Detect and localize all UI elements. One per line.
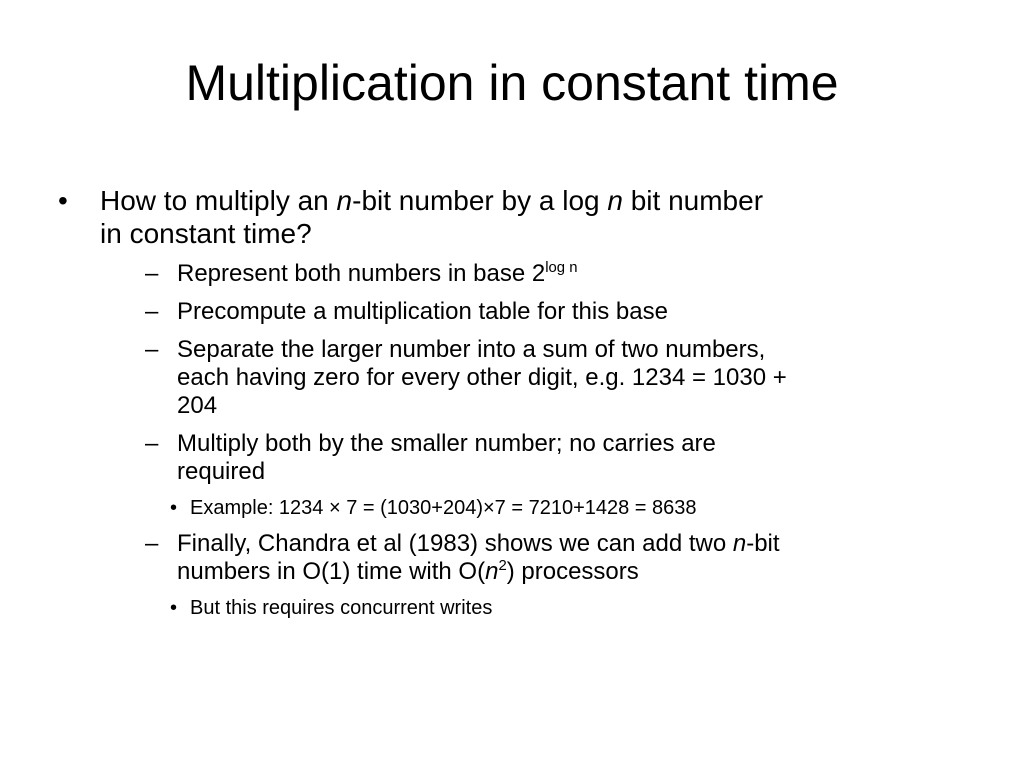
sub-bullet-finally-italic-1: n [732, 530, 747, 557]
sub-sub-bullet-example [170, 496, 978, 520]
sub-bullet-finally-line-1 [177, 530, 978, 558]
sub-bullet-represent [145, 260, 978, 288]
sub-bullet-represent-line [177, 260, 978, 288]
sub-bullet-represent-sup: log n [545, 260, 578, 276]
sub-bullet-finally-text-1: Finally, Chandra et al (1983) shows we can add two [177, 530, 733, 557]
sub-bullet-finally-text-3: numbers in O(1) time with O( [177, 558, 486, 585]
bullet-main-line-2: in constant time? [100, 218, 312, 249]
sub-bullet-multiply-line-2: required [177, 458, 266, 485]
sub-bullet-separate [145, 336, 978, 420]
bullet-main-text-2: -bit number by a log [352, 185, 608, 216]
bullet-marker-small: • [170, 597, 178, 619]
sub-bullet-finally-italic-2: n [485, 558, 499, 585]
dash-marker: – [145, 298, 159, 325]
sub-bullet-multiply-line-1: Multiply both by the smaller number; no carries are [177, 430, 716, 457]
sub-bullet-separate-line-1: Separate the larger number into a sum of two numbers, [177, 336, 766, 363]
sub-sub-bullet-note [170, 596, 978, 620]
dash-marker: – [145, 530, 159, 557]
sub-bullet-represent-text: Represent both numbers in base 2 [177, 260, 546, 287]
bullet-main-italic-2: n [607, 185, 623, 216]
sub-sub-bullet-example-text: Example: 1234 × 7 = (1030+204)×7 = 7210+1428 = 8638 [190, 497, 697, 519]
sub-bullet-finally-text-2: -bit [746, 530, 780, 557]
bullet-main-italic-1: n [336, 185, 353, 216]
sub-sub-bullet-note-text: But this requires concurrent writes [190, 597, 493, 619]
sub-bullet-separate-line-2: each having zero for every other digit, e.g. 1234 = 1030 + [177, 364, 787, 391]
sub-bullet-precompute-text: Precompute a multiplication table for this base [177, 298, 668, 325]
sub-bullet-finally-text-4: ) processors [506, 558, 639, 585]
dash-marker: – [145, 260, 159, 287]
sub-bullet-precompute [145, 298, 978, 326]
bullet-main-text-3: bit number [622, 185, 764, 216]
dash-marker: – [145, 336, 159, 363]
sub-bullet-multiply [145, 430, 978, 486]
sub-bullet-finally [145, 530, 978, 586]
bullet-main-line-1 [100, 184, 978, 217]
bullet-marker: • [58, 185, 68, 216]
slide-title: Multiplication in constant time [185, 55, 839, 111]
bullet-main [58, 184, 978, 250]
sub-bullet-finally-sup: 2 [498, 558, 507, 574]
sub-bullet-finally-line-2 [177, 558, 978, 586]
sub-bullet-separate-line-3: 204 [177, 392, 218, 419]
bullet-main-text-1: How to multiply an [100, 185, 337, 216]
bullet-marker-small: • [170, 497, 178, 519]
slide-content [58, 184, 978, 620]
dash-marker: – [145, 430, 159, 457]
